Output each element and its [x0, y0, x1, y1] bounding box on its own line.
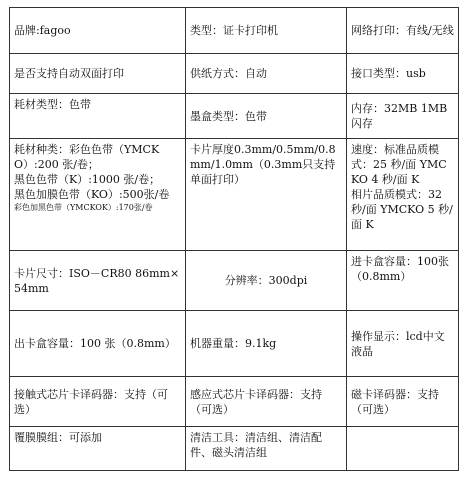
table-row — [10, 427, 459, 471]
table-row — [10, 94, 459, 139]
spec-cell — [186, 94, 347, 139]
spec-output-hopper: 出卡盒容量：100 张（0.8mm） — [14, 337, 176, 350]
spec-type: 类型：证卡打印机 — [190, 24, 278, 37]
spec-contactless-encoder: 感应式芯片卡译码器：支持（可选） — [190, 387, 322, 416]
spec-cell — [186, 377, 347, 427]
spec-ribbon-ymckok: 彩色加黑色带（YMCKOK）:170张/卷 — [14, 203, 153, 212]
spec-cell — [10, 311, 186, 377]
table-row — [10, 311, 459, 377]
spec-cell — [347, 94, 459, 139]
spec-cell — [186, 8, 347, 54]
spec-cleaning: 清洁工具：清洁组、清洁配件、磁头清洁组 — [190, 431, 322, 459]
spec-input-hopper: 进卡盒容量：100张（0.8mm） — [351, 255, 449, 283]
spec-speed-photo: 相片品质模式：32 秒/面 YMCKO 5 秒/面 K — [351, 188, 453, 231]
spec-cell — [347, 311, 459, 377]
spec-feed: 供纸方式：自动 — [190, 67, 267, 80]
spec-cell — [347, 377, 459, 427]
spec-ribbon-color: 耗材种类：彩色色带（YMCKO）:200 张/卷； — [14, 143, 160, 171]
spec-weight: 机器重量：9.1kg — [190, 337, 277, 350]
spec-cell — [186, 54, 347, 94]
spec-cell — [186, 427, 347, 471]
spec-cell — [10, 94, 186, 139]
spec-table — [9, 7, 459, 471]
spec-cell — [10, 377, 186, 427]
spec-cell — [347, 8, 459, 54]
spec-resolution: 分辨率：300dpi — [224, 274, 308, 287]
spec-cell — [10, 8, 186, 54]
spec-cell — [347, 54, 459, 94]
spec-lamination: 覆膜膜组：可添加 — [14, 431, 102, 444]
spec-speed-standard: 速度：标准品质模式：25 秒/面 YMCKO 4 秒/面 K — [351, 143, 447, 186]
spec-cell — [186, 139, 347, 251]
spec-cell — [347, 251, 459, 311]
spec-ribbon-overlay: 黑色加膜色带（KO）:500张/卷 — [14, 188, 170, 201]
spec-ribbon-black: 黑色色带（K）:1000 张/卷； — [14, 173, 161, 186]
spec-cell — [10, 427, 186, 471]
table-row — [10, 8, 459, 54]
table-row — [10, 251, 459, 311]
spec-display: 操作显示：lcd中文液晶 — [351, 329, 445, 358]
spec-cell — [186, 311, 347, 377]
spec-card-thickness: 卡片厚度0.3mm/0.5mm/0.8mm/1.0mm（0.3mm只支持单面打印） — [190, 143, 336, 186]
spec-brand: 品牌:fagoo — [14, 24, 71, 37]
table-row — [10, 377, 459, 427]
spec-network-print: 网络打印：有线/无线 — [351, 24, 454, 37]
spec-cell — [10, 54, 186, 94]
spec-magstripe-encoder: 磁卡译码器：支持（可选） — [351, 387, 439, 416]
spec-memory: 内存：32MB 1MB闪存 — [351, 102, 448, 130]
table-row — [10, 139, 459, 251]
spec-interface: 接口类型：usb — [351, 67, 426, 80]
spec-duplex: 是否支持自动双面打印 — [14, 67, 124, 80]
spec-card-size: 卡片尺寸：ISO－CR80 86mm×54mm — [14, 266, 180, 295]
table-row — [10, 54, 459, 94]
spec-cell — [186, 251, 347, 311]
spec-cell — [10, 139, 186, 251]
spec-consumable-type: 耗材类型：色带 — [14, 98, 91, 111]
spec-cell — [347, 139, 459, 251]
spec-cell — [10, 251, 186, 311]
spec-cartridge-type: 墨盒类型：色带 — [190, 109, 267, 123]
spec-cell — [347, 427, 459, 471]
spec-contact-encoder: 接触式芯片卡译码器：支持（可选） — [14, 387, 168, 416]
